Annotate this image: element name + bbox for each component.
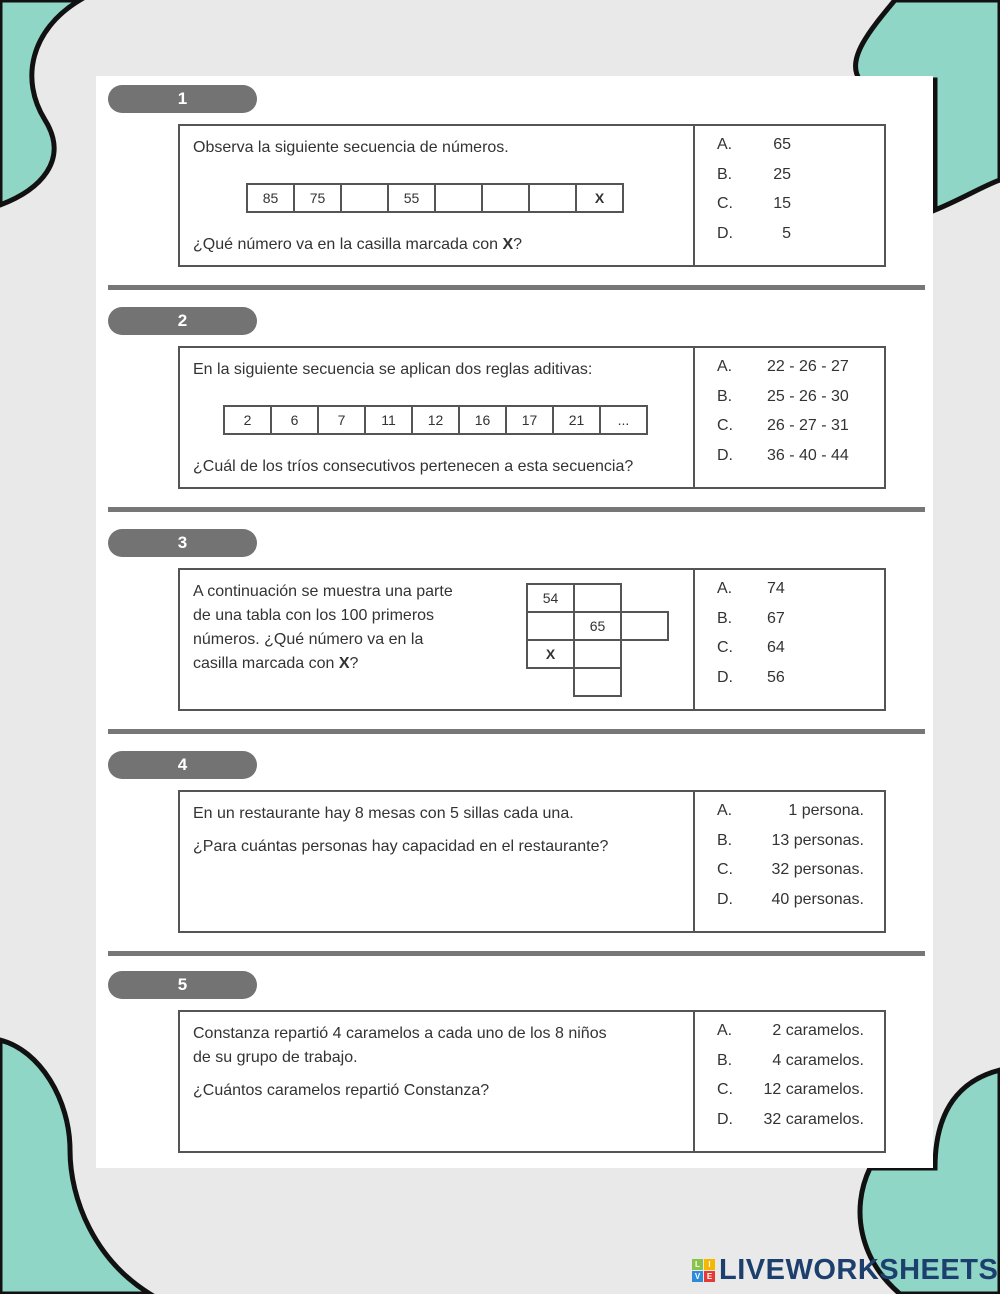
grid-cell: 65 <box>573 611 622 641</box>
option-value: 56 <box>767 668 785 686</box>
option-value: 32 caramelos. <box>763 1110 864 1128</box>
option-d[interactable] <box>695 669 884 699</box>
option-value: 74 <box>767 580 785 597</box>
seq-cell <box>528 185 575 211</box>
seq-cell: X <box>575 185 622 211</box>
question-prompt: ¿Cuál de los tríos consecutivos pertenecen a esta secuencia? <box>193 458 634 475</box>
question-box <box>178 124 886 267</box>
option-value: 13 personas. <box>771 831 864 849</box>
option-letter: A. <box>717 802 733 819</box>
option-value: 22 - 26 - 27 <box>767 358 849 375</box>
option-letter: D. <box>717 1110 733 1128</box>
grid-cell: 54 <box>526 583 575 613</box>
seq-cell: 85 <box>262 190 279 206</box>
seq-cell: ... <box>599 407 646 433</box>
seq-cell <box>434 185 481 211</box>
option-a[interactable] <box>695 580 884 610</box>
seq-cell: 16 <box>458 407 505 433</box>
question-number: 2 <box>108 307 257 335</box>
grid-cell <box>573 667 622 697</box>
liveworksheets-logo <box>692 1254 998 1287</box>
question-number: 5 <box>108 971 257 999</box>
seq-cell: 21 <box>552 407 599 433</box>
option-letter: B. <box>717 1051 733 1069</box>
option-d[interactable] <box>695 891 884 921</box>
question-text: En la siguiente secuencia se aplican dos reglas aditivas: <box>193 361 593 378</box>
option-c[interactable] <box>695 861 884 891</box>
options <box>695 358 884 476</box>
option-value: 12 caramelos. <box>763 1081 864 1098</box>
option-value: 64 <box>767 639 785 656</box>
question-stem <box>180 1012 695 1151</box>
text-line: números. ¿Qué número va en la <box>193 631 424 648</box>
grid-cell <box>573 583 622 613</box>
option-b[interactable] <box>695 832 884 862</box>
seq-cell: 75 <box>293 185 340 211</box>
options <box>695 802 884 920</box>
seq-cell: 12 <box>411 407 458 433</box>
seq-cell: 7 <box>317 407 364 433</box>
option-a[interactable] <box>695 1022 884 1052</box>
option-letter: C. <box>717 195 733 212</box>
seq-cell: 55 <box>387 185 434 211</box>
option-letter: A. <box>717 136 733 153</box>
option-value: 15 <box>773 195 791 212</box>
number-sequence <box>223 405 648 435</box>
option-value: 67 <box>767 609 785 627</box>
option-letter: A. <box>717 1022 733 1039</box>
grid-cell <box>573 639 622 669</box>
option-letter: B. <box>717 387 733 405</box>
option-b[interactable] <box>695 388 884 418</box>
option-c[interactable] <box>695 417 884 447</box>
option-letter: C. <box>717 417 733 434</box>
question-5 <box>96 962 933 1184</box>
question-box <box>178 346 886 489</box>
option-value: 5 <box>782 224 791 242</box>
logo-squares-icon <box>692 1259 715 1282</box>
worksheet <box>96 76 933 1168</box>
option-value: 25 <box>773 165 791 183</box>
option-value: 36 - 40 - 44 <box>767 446 849 464</box>
question-stem <box>180 126 695 265</box>
option-letter: D. <box>717 668 733 686</box>
question-text: En un restaurante hay 8 mesas con 5 sillas cada una. <box>193 805 574 822</box>
question-stem <box>180 570 695 709</box>
question-3 <box>96 520 933 742</box>
grid-cell: X <box>526 639 575 669</box>
x-mark: X <box>502 236 514 253</box>
option-c[interactable] <box>695 1081 884 1111</box>
question-4 <box>96 742 933 964</box>
option-letter: D. <box>717 446 733 464</box>
logo-text: LIVEWORKSHEETS <box>719 1254 999 1286</box>
option-value: 65 <box>773 136 791 153</box>
option-letter: D. <box>717 224 733 242</box>
option-b[interactable] <box>695 166 884 196</box>
seq-cell: 6 <box>270 407 317 433</box>
question-prompt: ¿Para cuántas personas hay capacidad en el restaurante? <box>193 838 609 855</box>
option-letter: C. <box>717 861 733 878</box>
option-letter: B. <box>717 165 733 183</box>
option-d[interactable] <box>695 1111 884 1141</box>
text-part: casilla marcada con <box>193 655 339 672</box>
prompt-text: ¿Qué número va en la casilla marcada con <box>193 236 503 253</box>
question-stem <box>180 792 695 931</box>
option-value: 25 - 26 - 30 <box>767 387 849 405</box>
text-line: A continuación se muestra una parte <box>193 583 453 600</box>
seq-cell: 11 <box>364 407 411 433</box>
option-letter: A. <box>717 358 733 375</box>
option-d[interactable] <box>695 447 884 477</box>
option-letter: B. <box>717 831 733 849</box>
option-value: 4 caramelos. <box>772 1051 864 1069</box>
prompt-end: ? <box>513 236 523 253</box>
option-value: 1 persona. <box>788 802 864 819</box>
text-part: ? <box>349 655 359 672</box>
option-d[interactable] <box>695 225 884 255</box>
seq-cell <box>340 185 387 211</box>
x-mark: X <box>338 655 350 672</box>
logo-square: E <box>704 1271 715 1282</box>
logo-square: I <box>704 1259 715 1270</box>
logo-square: L <box>692 1259 703 1270</box>
option-b[interactable] <box>695 1052 884 1082</box>
question-text: de su grupo de trabajo. <box>193 1049 358 1066</box>
options <box>695 136 884 254</box>
seq-cell: 17 <box>505 407 552 433</box>
question-prompt: ¿Cuántos caramelos repartió Constanza? <box>193 1082 490 1099</box>
option-letter: C. <box>717 639 733 656</box>
option-a[interactable] <box>695 358 884 388</box>
option-letter: A. <box>717 580 733 597</box>
option-a[interactable] <box>695 136 884 166</box>
seq-cell <box>481 185 528 211</box>
option-b[interactable] <box>695 610 884 640</box>
seq-cell: 2 <box>243 412 252 428</box>
question-text <box>193 580 453 676</box>
question-prompt <box>193 233 522 257</box>
logo-square: V <box>692 1271 703 1282</box>
options <box>695 580 884 698</box>
option-value: 2 caramelos. <box>772 1022 864 1039</box>
option-value: 26 - 27 - 31 <box>767 417 849 434</box>
text-line <box>193 652 453 676</box>
option-letter: C. <box>717 1081 733 1098</box>
option-letter: D. <box>717 890 733 908</box>
text-line: de una tabla con los 100 primeros <box>193 607 435 624</box>
divider <box>108 729 925 734</box>
question-2 <box>96 298 933 520</box>
question-box <box>178 568 886 711</box>
option-c[interactable] <box>695 195 884 225</box>
divider <box>108 951 925 956</box>
question-stem <box>180 348 695 487</box>
option-value: 32 personas. <box>771 861 864 878</box>
option-letter: B. <box>717 609 733 627</box>
option-a[interactable] <box>695 802 884 832</box>
question-text: Constanza repartió 4 caramelos a cada uno de los 8 niños <box>193 1025 607 1042</box>
question-box <box>178 790 886 933</box>
number-sequence <box>246 183 624 213</box>
question-number: 4 <box>108 751 257 779</box>
question-text: Observa la siguiente secuencia de números. <box>193 139 509 156</box>
question-1 <box>96 76 933 298</box>
question-number: 3 <box>108 529 257 557</box>
option-value: 40 personas. <box>771 890 864 908</box>
divider <box>108 507 925 512</box>
grid-cell <box>620 611 669 641</box>
options <box>695 1022 884 1140</box>
grid-cell <box>526 611 575 641</box>
question-box <box>178 1010 886 1153</box>
divider <box>108 285 925 290</box>
question-number: 1 <box>108 85 257 113</box>
option-c[interactable] <box>695 639 884 669</box>
